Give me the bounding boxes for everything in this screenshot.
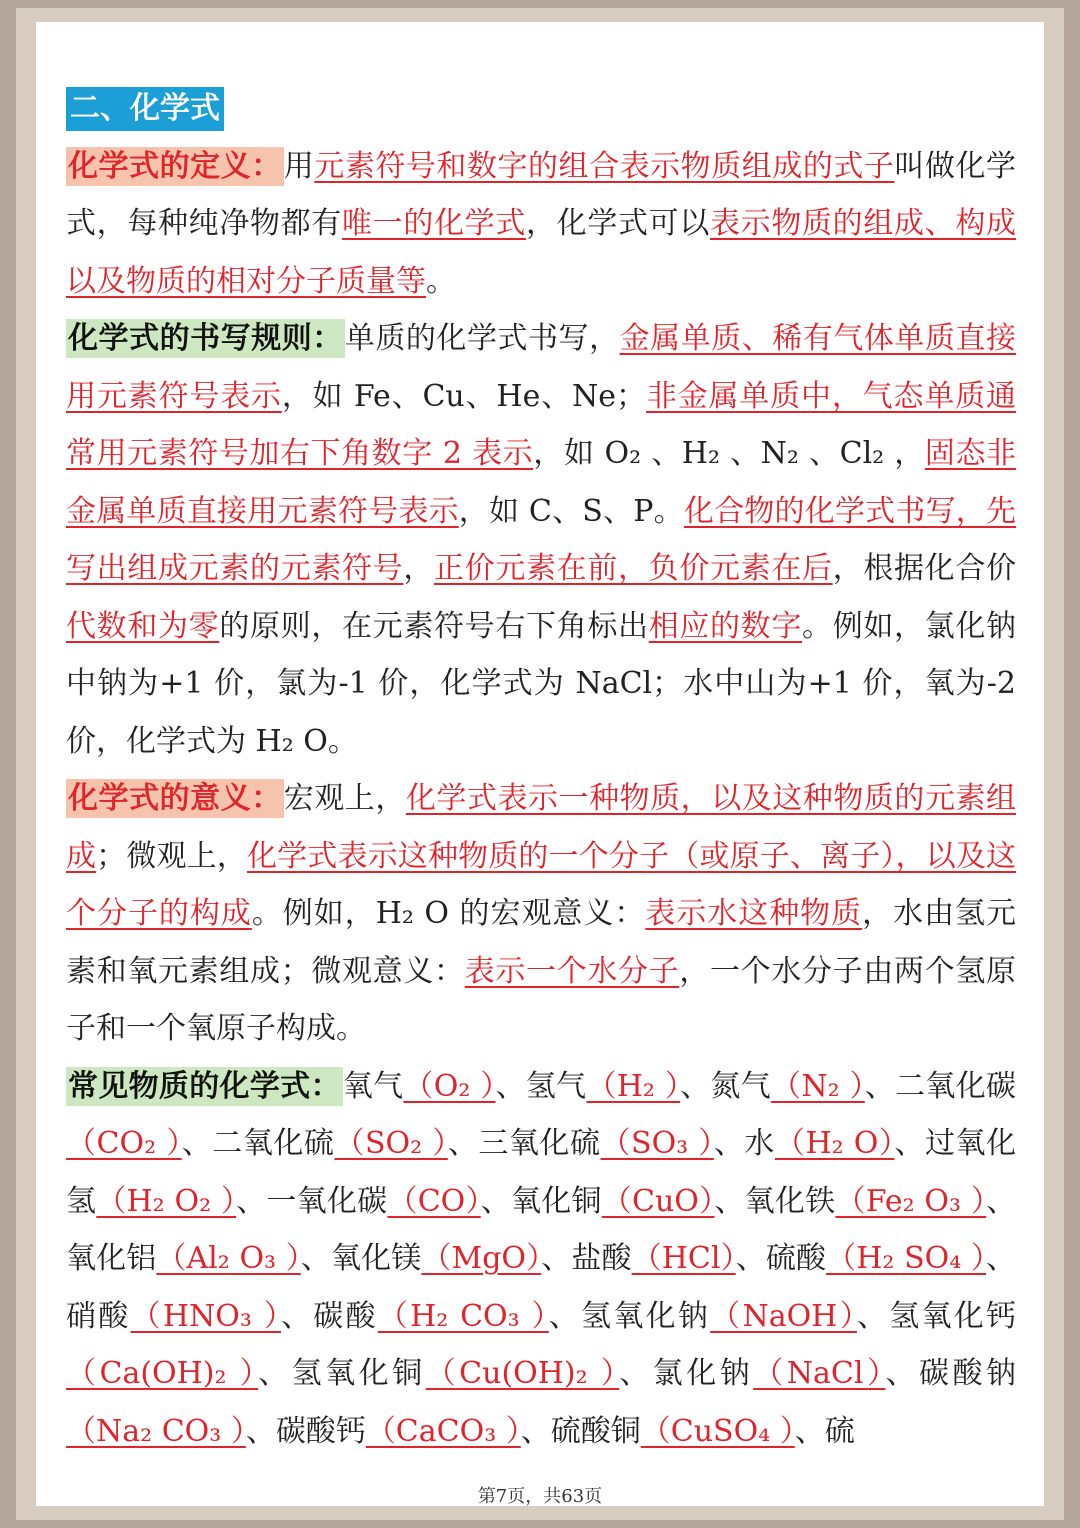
page-frame — [16, 8, 1064, 1520]
definition-paragraph — [66, 138, 1016, 311]
text: 单质的化学式书写， — [344, 321, 620, 356]
substance-formula: （CO₂ ） — [66, 1126, 182, 1161]
substance-formula: （Na₂ CO₃ ） — [66, 1413, 246, 1449]
key-point: 固态非金属单质直接用元素符号表示 — [66, 436, 1017, 529]
key-point: 正价元素在前，负价元素在后 — [434, 551, 833, 586]
substance-name: 过氧化氢 — [66, 1126, 1017, 1219]
separator: 、 — [480, 1183, 512, 1219]
key-point: 代数和为零 — [66, 608, 220, 644]
substance-name: 氧气 — [342, 1068, 404, 1104]
paper — [36, 22, 1044, 1506]
substance-name: 氢氧化钙 — [889, 1298, 1017, 1334]
separator: 、 — [619, 1356, 653, 1391]
separator: 、 — [986, 1241, 1017, 1276]
separator: 、 — [864, 1068, 896, 1104]
separator: 、 — [856, 1298, 890, 1334]
section-heading: 二、化学式 — [66, 87, 224, 131]
key-point: 表示物质的组成、构成以及物质的相对分子质量等 — [66, 206, 1016, 299]
substance-formula: （CuSO₄ ） — [640, 1413, 795, 1449]
substance-formula: （H₂ O₂ ） — [96, 1183, 237, 1219]
substance-name: 氢气 — [525, 1068, 587, 1104]
substance-formula: （NaCl） — [753, 1356, 886, 1391]
common-label: 常见物质的化学式： — [68, 1068, 341, 1104]
substance-name: 氢氧化铜 — [291, 1356, 426, 1391]
substance-name: 水 — [744, 1126, 775, 1161]
separator: 、 — [885, 1356, 919, 1391]
substance-name: 硫酸铜 — [550, 1413, 641, 1449]
rules-label: 化学式的书写规则： — [68, 321, 343, 356]
substance-formula: （MgO） — [421, 1241, 542, 1276]
text: ，如 Fe、Cu、He、Ne； — [281, 378, 647, 414]
substance-name: 碳酸钙 — [275, 1413, 366, 1449]
text: 用 — [283, 148, 315, 184]
separator: 、 — [714, 1183, 745, 1219]
substance-name: 氧化镁 — [330, 1241, 422, 1276]
common-formulas-paragraph — [66, 1058, 1016, 1461]
substance-name: 氧化铝 — [66, 1241, 157, 1276]
substance-formula: （HCl） — [631, 1241, 736, 1276]
substance-name: 二氧化碳 — [895, 1068, 1017, 1104]
separator: 、 — [181, 1126, 213, 1161]
text: 的原则，在元素符号右下角标出 — [219, 608, 649, 644]
substance-formula: （H₂ SO₄ ） — [826, 1241, 987, 1276]
separator: 、 — [258, 1356, 292, 1391]
separator: 、 — [680, 1068, 711, 1104]
separator: 、 — [300, 1241, 331, 1276]
text: ， — [403, 551, 435, 586]
substance-formula: （Fe₂ O₃ ） — [835, 1183, 987, 1219]
separator: 、 — [548, 1298, 582, 1334]
separator: 、 — [236, 1183, 267, 1219]
rules-paragraph — [66, 310, 1016, 770]
key-point: 表示一个水分子 — [464, 953, 680, 989]
key-point: 化学式表示一种物质，以及这种物质的元素组成 — [66, 781, 1017, 874]
page-number: 第7页，共63页 — [477, 1486, 603, 1507]
separator: 、 — [495, 1068, 526, 1104]
substance-formula: （SO₃ ） — [600, 1126, 714, 1161]
text: ，根据化合价 — [832, 551, 1017, 586]
key-point: 相应的数字 — [648, 608, 803, 644]
text: 宏观上， — [283, 781, 406, 816]
text: ，化学式可以 — [526, 206, 710, 241]
substance-formula: （H₂ ） — [586, 1068, 681, 1104]
substance-formula: （N₂ ） — [771, 1068, 865, 1104]
substance-name: 碳酸钠 — [919, 1356, 1017, 1391]
substance-name: 氧化铁 — [744, 1183, 836, 1219]
substance-formula: （H₂ CO₃ ） — [377, 1298, 549, 1334]
separator: 、 — [280, 1298, 314, 1334]
separator: 、 — [986, 1183, 1017, 1219]
substance-formula: （O₂ ） — [403, 1068, 496, 1104]
key-point: 非金属单质中，气态单质通常用元素符号加右下角数字 2 表示 — [66, 378, 1017, 471]
text: 叫做化学式，每种纯净物都有 — [66, 148, 1017, 241]
content — [66, 80, 1016, 1460]
substance-formula: （Ca(OH)₂ ） — [66, 1356, 259, 1391]
separator: 、 — [520, 1413, 551, 1449]
key-point: 元素符号和数字的组合表示物质组成的式子 — [314, 148, 895, 184]
meaning-label: 化学式的意义： — [68, 781, 282, 816]
substance-formula: （NaOH） — [710, 1298, 857, 1334]
text: 。例如，H₂ O 的宏观意义： — [251, 896, 646, 931]
substance-formula: （CO） — [387, 1183, 481, 1219]
text: ，如 C、S、P。 — [458, 493, 684, 529]
text: ，水由氢元素和氧元素组成；微观意义： — [66, 896, 1017, 989]
substance-name: 氮气 — [710, 1068, 772, 1104]
substance-formula: （CuO） — [601, 1183, 715, 1219]
substance-name: 碳酸 — [313, 1298, 378, 1334]
substance-name: 盐酸 — [571, 1241, 632, 1276]
separator: 、 — [713, 1126, 745, 1161]
substance-name: 硫酸 — [765, 1241, 827, 1276]
separator: 、 — [894, 1126, 925, 1161]
substance-name: 氧化铜 — [511, 1183, 602, 1219]
key-point: 化学式表示这种物质的一个分子（或原子、离子），以及这个分子的构成 — [66, 838, 1017, 931]
substance-formula: （HNO₃ ） — [130, 1298, 281, 1334]
substance-name: 硝酸 — [66, 1298, 131, 1334]
separator: 、 — [735, 1241, 766, 1276]
substance-formula: （CaCO₃ ） — [365, 1413, 521, 1449]
substance-formula: （Al₂ O₃ ） — [156, 1241, 301, 1276]
substance-name: 三氧化硫 — [478, 1126, 601, 1161]
definition-label: 化学式的定义： — [68, 148, 282, 184]
text: ，一个水分子由两个氢原子和一个氧原子构成。 — [66, 953, 1017, 1046]
text: 、硫 — [794, 1413, 855, 1449]
separator: 、 — [447, 1126, 479, 1161]
substance-name: 一氧化碳 — [266, 1183, 388, 1219]
text: ；微观上， — [96, 838, 247, 874]
text: 。 — [426, 263, 456, 299]
text: ，如 O₂ 、H₂ 、N₂ 、Cl₂ ， — [533, 436, 925, 471]
section-heading-row — [66, 80, 1016, 138]
key-point: 化合物的化学式书写，先写出组成元素的元素符号 — [66, 493, 1017, 586]
substance-formula: （H₂ O） — [774, 1126, 895, 1161]
key-point: 表示水这种物质 — [645, 896, 863, 931]
meaning-paragraph — [66, 770, 1016, 1058]
text: 。例如，氯化钠中钠为+1 价，氯为-1 价，化学式为 NaCl；水中山为+1 价，氧为-2 价，化学式为 H₂ O。 — [66, 608, 1017, 759]
key-point: 金属单质、稀有气体单质直接用元素符号表示 — [66, 321, 1017, 414]
substance-formula: （Cu(OH)₂ ） — [425, 1356, 620, 1391]
substance-name: 氯化钠 — [652, 1356, 754, 1391]
substance-name: 二氧化硫 — [212, 1126, 335, 1161]
separator: 、 — [541, 1241, 572, 1276]
key-point: 唯一的化学式 — [342, 206, 526, 241]
substance-formula: （SO₂ ） — [334, 1126, 448, 1161]
substance-name: 氢氧化钠 — [581, 1298, 711, 1334]
separator: 、 — [245, 1413, 276, 1449]
